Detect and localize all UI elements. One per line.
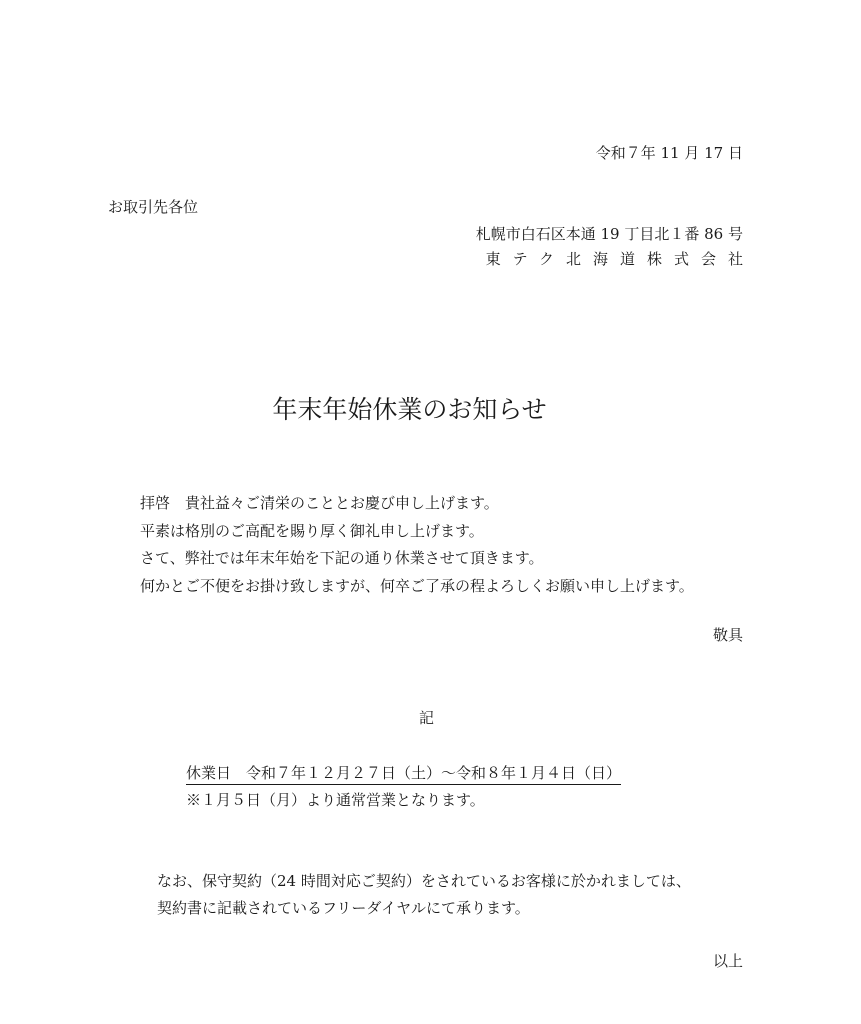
document-title: 年末年始休業のお知らせ bbox=[272, 395, 547, 424]
holiday-period: 休業日 令和７年１２月２７日（土）～令和８年１月４日（日） bbox=[186, 764, 621, 785]
body-text bbox=[140, 490, 694, 600]
body-line: 拝啓 貴社益々ご清栄のこととお慶び申し上げます。 bbox=[140, 494, 499, 512]
issue-date: 令和７年 11 月 17 日 bbox=[595, 144, 743, 162]
sender-address: 札幌市白石区本通 19 丁目北１番 86 号 bbox=[475, 225, 743, 243]
body-line: 何かとご不便をお掛け致しますが、何卒ご了承の程よろしくお願い申し上げます。 bbox=[140, 576, 694, 595]
note-line: なお、保守契約（24 時間対応ご契約）をされているお客様に於かれましては、 bbox=[157, 872, 691, 890]
recipient: お取引先各位 bbox=[108, 198, 199, 216]
maintenance-note bbox=[157, 868, 691, 922]
sender-company: 東テク北海道株式会社 bbox=[485, 250, 755, 268]
note-line: 契約書に記載されているフリーダイヤルにて承ります。 bbox=[157, 899, 530, 917]
body-line: 平素は格別のご高配を賜り厚く御礼申し上げます。 bbox=[140, 521, 484, 540]
resume-note: ※１月５日（月）より通常営業となります。 bbox=[186, 791, 485, 809]
end-mark: 以上 bbox=[712, 952, 743, 970]
closing-phrase: 敬具 bbox=[712, 626, 743, 644]
details-heading: 記 bbox=[419, 709, 435, 727]
body-line: さて、弊社では年末年始を下記の通り休業させて頂きます。 bbox=[140, 549, 544, 567]
